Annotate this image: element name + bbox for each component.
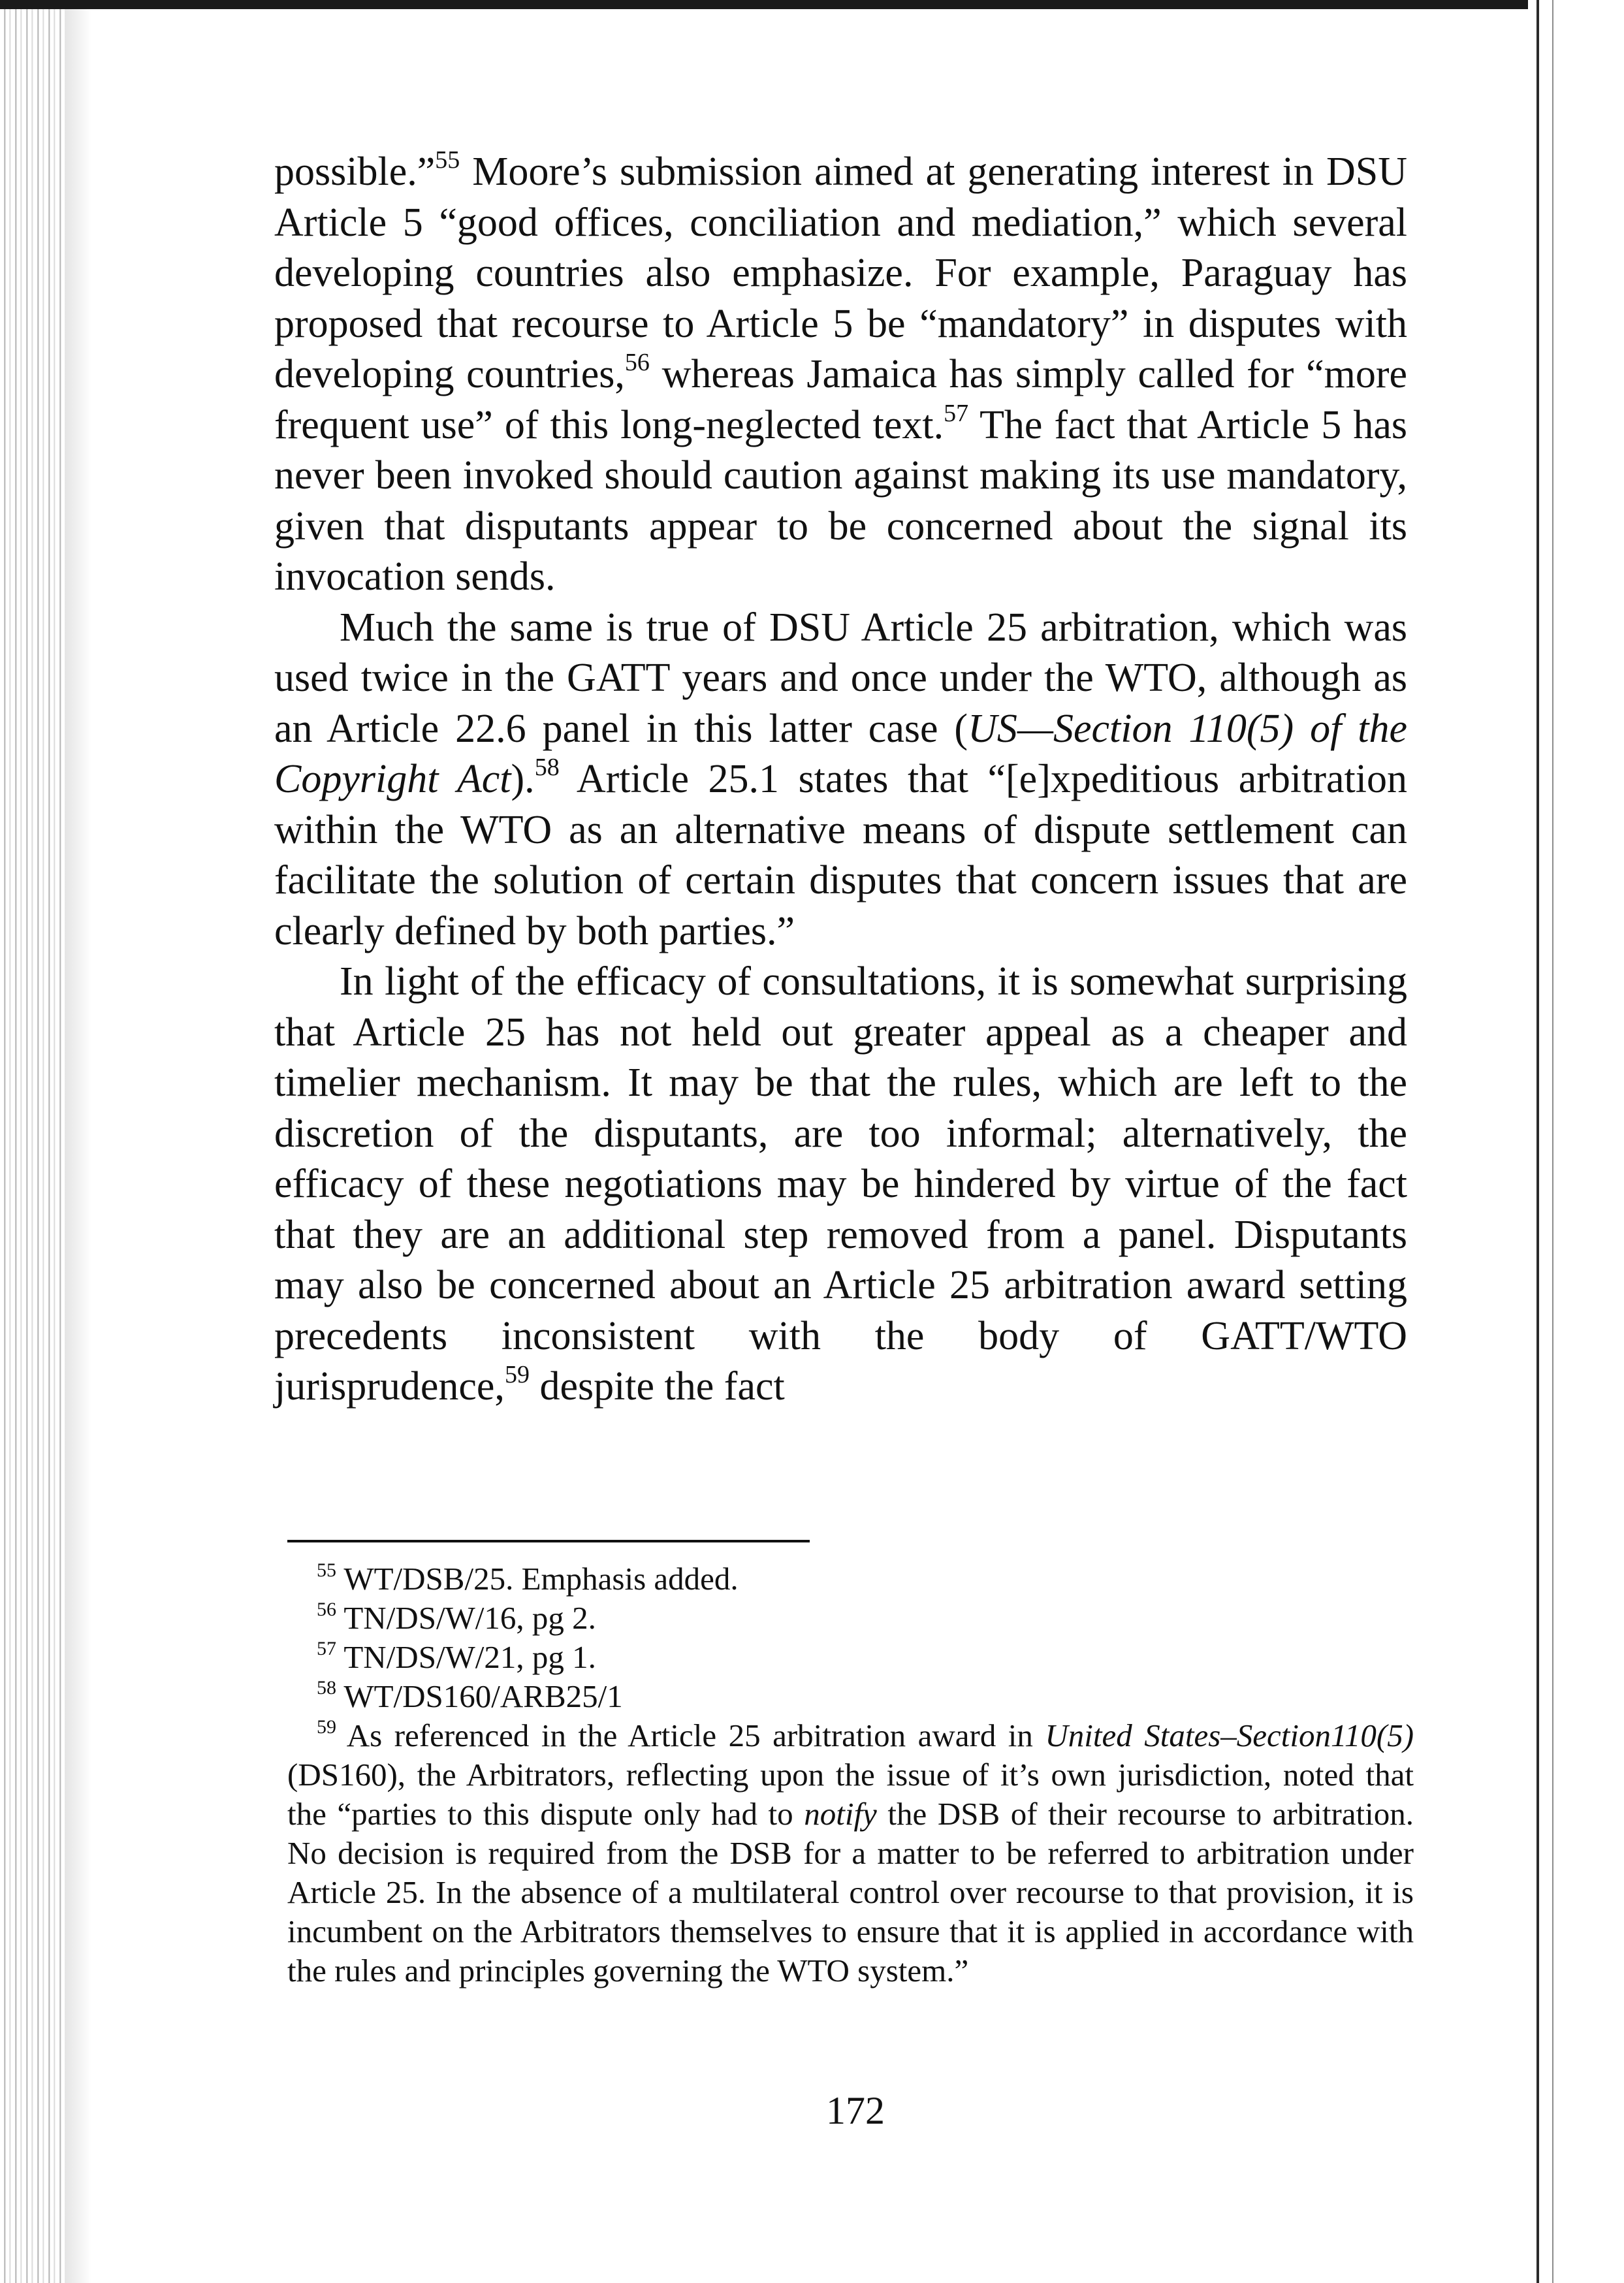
case-name: US—Section 110(5) of the Copyright Act (274, 706, 1407, 801)
footnote-text: TN/DS/W/16, pg 2. (343, 1600, 596, 1636)
paragraph-1 (274, 147, 1407, 603)
footnote-number: 57 (317, 1638, 336, 1659)
footnote-number: 59 (317, 1716, 336, 1738)
emphasis: notify (804, 1796, 877, 1832)
footnote-ref-55: 55 (435, 146, 460, 174)
paragraph-3 (274, 957, 1407, 1413)
footnote-ref-59: 59 (504, 1361, 530, 1388)
footnote-text: TN/DS/W/21, pg 1. (343, 1639, 596, 1675)
body-text (274, 147, 1407, 1413)
footnote-56 (287, 1599, 1414, 1638)
footnotes (287, 1559, 1414, 1990)
footnote-ref-56: 56 (624, 349, 650, 376)
footnote-55 (287, 1559, 1414, 1599)
text-run: ). (511, 757, 535, 801)
footnote-text: WT/DSB/25. Emphasis added. (343, 1561, 739, 1597)
text-run: possible.” (274, 150, 436, 194)
footnote-text: the DSB of their recourse to arbitration. No decision is required from the DSB for a matter to be referred to arbitration under Article 25. In the absence of a multilateral control over recourse to that provision, it is incumbent on the Arbitrators themselves to ensure that it is applied in accordance with the rules and principles governing the WTO system.” (287, 1796, 1414, 1988)
paragraph-2 (274, 603, 1407, 957)
case-name: United States–Section110(5) (1045, 1717, 1414, 1753)
text-run: In light of the efficacy of consultations, it is somewhat surprising that Article 25 has not held out greater appeal as a cheaper and timelier mechanism. It may be that the rules, which are left to the discretion of the disputants, are too informal; alternatively, the efficacy of these negotiations may be hindered by virtue of the fact that they are an additional step removed from a panel. Disputants may also be concerned about an Article 25 arbitration award setting precedents inconsistent with the body of GATT/WTO jurisprudence, (274, 959, 1407, 1409)
scan-gutter (0, 0, 65, 2283)
footnote-57 (287, 1638, 1414, 1677)
text-run: The fact that Article 5 has never been invoked should caution against making its use mandatory, given that disputants appear to be concerned about the signal its invocation sends. (274, 402, 1407, 599)
text-run: Article 25.1 states that “[e]xpeditious arbitration within the WTO as an alternative means of dispute settlement can facilitate the solution of certain disputes that concern issues that are clearly defined by both parties.” (274, 757, 1407, 953)
footnote-text: WT/DS160/ARB25/1 (343, 1678, 623, 1714)
page-number: 172 (826, 2089, 885, 2132)
footnote-number: 56 (317, 1599, 336, 1620)
scan-right-edge (1536, 0, 1624, 2283)
scan-top-edge (0, 0, 1528, 9)
text-run: Much the same is true of DSU Article 25 arbitration, which was used twice in the GATT years and once under the WTO, although as an Article 22.6 panel in this latter case ( (274, 605, 1407, 751)
footnote-ref-58: 58 (534, 754, 560, 781)
footnote-58 (287, 1677, 1414, 1716)
footnote-number: 55 (317, 1559, 336, 1581)
gutter-shadow (65, 0, 91, 2283)
footnote-text: (DS160), the Arbitrators, reflecting upon the issue of it’s own jurisdiction, noted that the “parties to this dispute only had to (287, 1757, 1414, 1832)
footnote-number: 58 (317, 1677, 336, 1699)
footnote-text: As referenced in the Article 25 arbitration award in (346, 1717, 1045, 1753)
footnote-separator (287, 1540, 810, 1542)
text-run: Moore’s submission aimed at generating interest in DSU Article 5 “good offices, conciliation and mediation,” which several developing countries also emphasize. For example, Paraguay has proposed that recourse to Article 5 be “mandatory” in disputes with developing countries, (274, 150, 1407, 396)
footnote-59 (287, 1716, 1414, 1990)
footnote-ref-57: 57 (944, 399, 969, 427)
text-run: despite the fact (529, 1364, 785, 1409)
text-run: whereas Jamaica has simply called for “more frequent use” of this long-neglected text. (274, 352, 1407, 447)
